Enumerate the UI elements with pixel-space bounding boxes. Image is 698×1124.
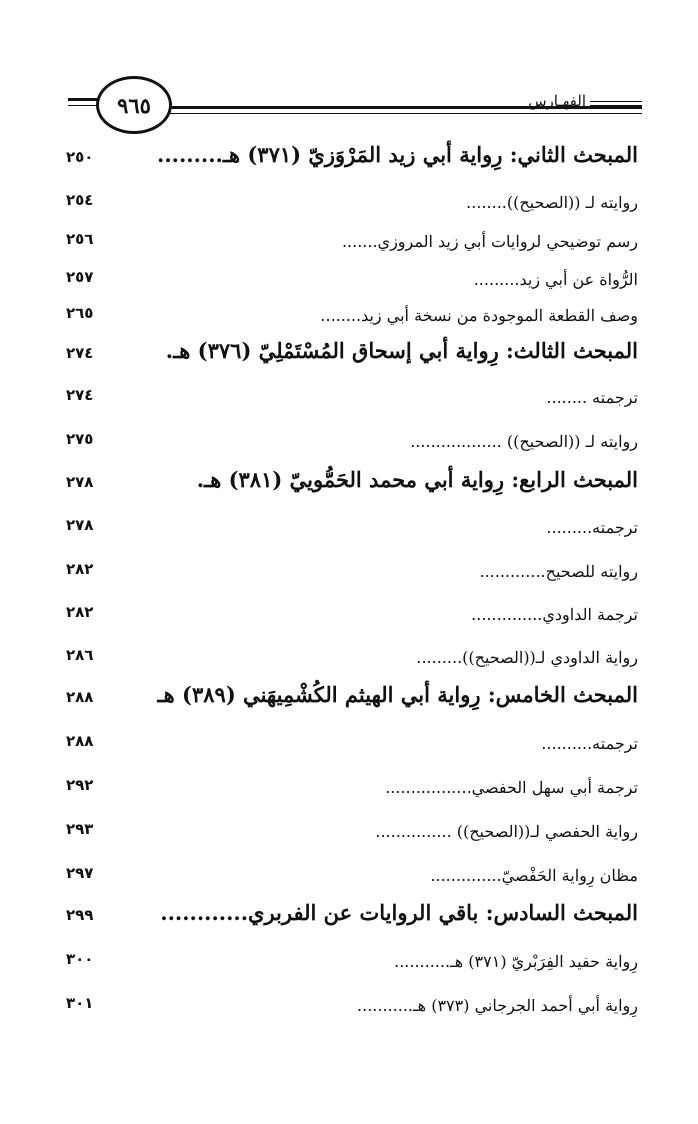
toc-entry: ترجمته ........ (546, 388, 638, 407)
toc-row (0, 646, 698, 686)
toc-row (0, 900, 698, 946)
toc-row (0, 820, 698, 860)
toc-page: ٢٧٤ (66, 344, 94, 362)
toc-page: ٢٩٧ (66, 864, 94, 882)
toc-row (0, 142, 698, 188)
toc-page: ٢٨٨ (66, 732, 94, 750)
toc-page: ٣٠١ (66, 994, 94, 1012)
toc-page: ٢٥٦ (66, 230, 94, 248)
toc-row (0, 268, 698, 308)
toc-page: ٢٩٢ (66, 776, 94, 794)
toc-entry: المبحث الرابع: رِواية أبي محمد الحَمُّوييّ (٣٨١) هـ. (196, 467, 638, 492)
toc-entry: مظان رِواية الحَفْصيّ.............. (430, 866, 638, 885)
toc-entry: روايته لـ ((الصحيح))........ (466, 193, 638, 212)
toc-row (0, 430, 698, 470)
toc-page: ٢٨٨ (66, 688, 94, 706)
toc-page: ٢٧٤ (66, 386, 94, 404)
toc-row (0, 950, 698, 990)
toc-entry: المبحث الخامس: رِواية أبي الهيثم الكُشْمِيهَني (٣٨٩) هـ (157, 682, 638, 707)
toc-row (0, 560, 698, 600)
toc-row (0, 603, 698, 643)
toc-entry: المبحث الثالث: رِواية أبي إسحاق المُسْتَمْلِيّ (٣٧٦) هـ. (165, 338, 638, 363)
toc-row (0, 516, 698, 556)
toc-entry: المبحث الثاني: رِواية أبي زيد المَرْوَزيّ (٣٧١) هـ......... (157, 142, 638, 167)
toc-page: ٢٥٧ (66, 268, 94, 286)
toc-page: ٢٧٨ (66, 516, 94, 534)
toc-entry: رسم توضيحي لروايات أبي زيد المروزي....... (341, 232, 638, 251)
toc-entry: روايته للصحيح............. (479, 562, 638, 581)
toc-page: ٣٠٠ (66, 950, 94, 968)
toc-entry: ترجمته.......... (541, 734, 638, 753)
toc-entry: الرُّواة عن أبي زيد......... (473, 270, 638, 289)
toc-entry: روايته لـ ((الصحيح)) .................. (410, 432, 638, 451)
toc-row (0, 864, 698, 904)
running-title: الفهـارس (528, 92, 586, 110)
toc-page: ٢٨٦ (66, 646, 94, 664)
toc-entry: رِواية حفيد الفِرَبْريّ (٣٧١) هـ........... (394, 952, 638, 971)
toc-page: ٢٨٢ (66, 603, 94, 621)
title-ornament (590, 101, 642, 109)
toc-entry: رِواية أبي أحمد الجرجاني (٣٧٣) هـ........... (357, 996, 638, 1015)
toc-row (0, 191, 698, 231)
page-number-badge (96, 76, 172, 134)
toc-row (0, 682, 698, 728)
toc-row (0, 230, 698, 270)
toc-page: ٢٩٩ (66, 906, 94, 924)
toc-entry: ترجمة الداودي.............. (471, 605, 638, 624)
toc-row (0, 386, 698, 426)
toc-row (0, 994, 698, 1034)
toc-entry: وصف القطعة الموجودة من نسخة أبي زيد........ (320, 306, 638, 325)
toc-entry: ترجمته......... (546, 518, 638, 537)
toc-page: ٢٥٠ (66, 148, 94, 166)
toc-page: ٢٧٥ (66, 430, 94, 448)
page-number: ٩٦٥ (117, 92, 151, 118)
toc-row (0, 776, 698, 816)
toc-entry: رواية الحفصي لـ((الصحيح)) ............... (375, 822, 638, 841)
toc-entry: المبحث السادس: باقي الروايات عن الفربري............ (160, 900, 638, 925)
toc-page: ٢٨٢ (66, 560, 94, 578)
toc-entry: رواية الداودي لـ((الصحيح))......... (416, 648, 638, 667)
toc-page: ٢٩٣ (66, 820, 94, 838)
page-header (0, 0, 698, 140)
toc-row (0, 467, 698, 513)
toc-row (0, 732, 698, 772)
toc-row (0, 338, 698, 384)
toc-page: ٢٧٨ (66, 473, 94, 491)
toc-page: ٢٥٤ (66, 191, 94, 209)
header-rule-thin (162, 113, 642, 114)
toc-page: ٢٦٥ (66, 304, 94, 322)
toc-entry: ترجمة أبي سهل الحفصي................. (385, 778, 638, 797)
